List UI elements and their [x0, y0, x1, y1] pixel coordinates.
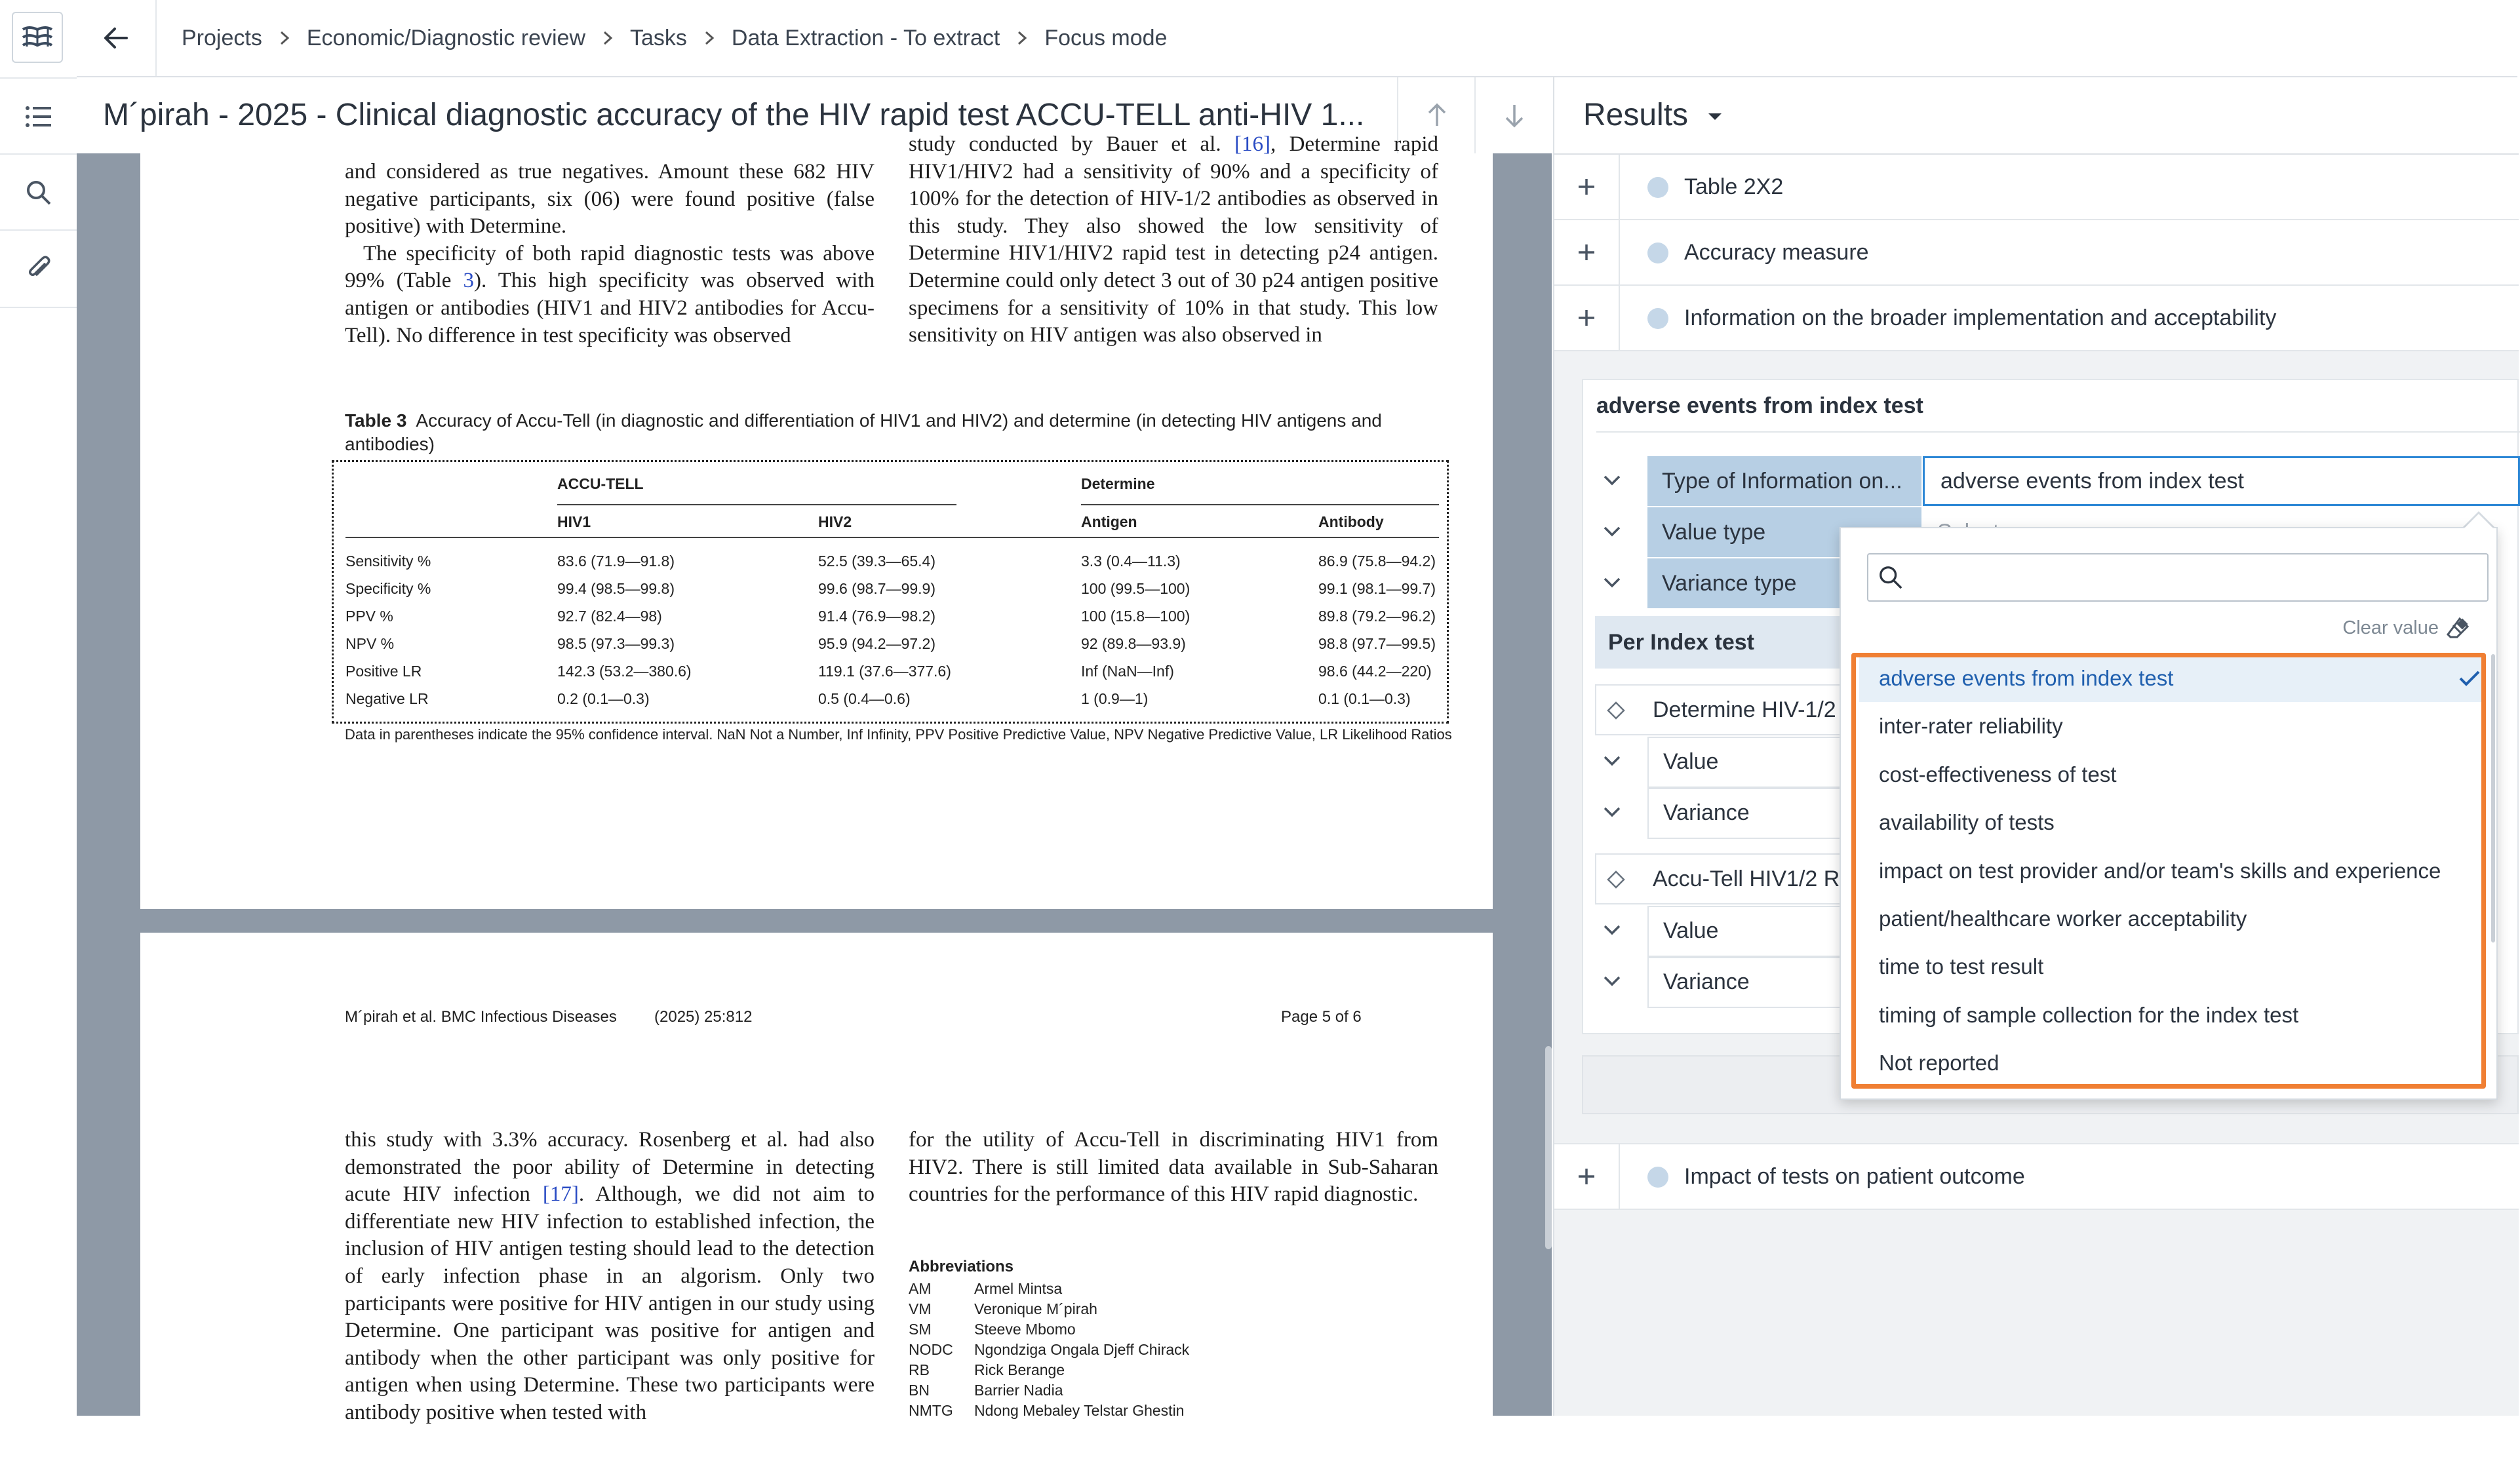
- index-test-determine[interactable]: [1595, 684, 1857, 735]
- result-row-label: Table 2X2: [1684, 174, 1784, 199]
- breadcrumb-focus-mode: Focus mode: [1044, 25, 1168, 50]
- abbreviation-name: Rick Berange: [974, 1361, 1065, 1378]
- page-text-right-column: for the utility of Accu-Tell in discriminating HIV1 from HIV2. There is still limited data available in Sub-Saharan countries for the performance of this HIV rapid diagnostic.: [909, 1128, 1438, 1207]
- table-cell: 99.6 (98.7—99.9): [818, 580, 936, 597]
- table-cell: 52.5 (39.3—65.4): [818, 553, 936, 570]
- dropdown-option-label: availability of tests: [1879, 810, 2055, 835]
- breadcrumb-data-extraction[interactable]: Data Extraction - To extract: [731, 25, 1000, 50]
- result-row-label: Information on the broader implementation and acceptability: [1684, 305, 2277, 330]
- chevron-down-icon[interactable]: [1592, 506, 1632, 557]
- field-variance-type: Variance type: [1647, 558, 1921, 608]
- abbreviation-code: NODC: [909, 1341, 953, 1358]
- clear-value-button[interactable]: [2342, 616, 2470, 640]
- pdf-scrollbar[interactable]: [1545, 1046, 1552, 1249]
- citation-link[interactable]: 3: [463, 269, 474, 293]
- table-cell: 98.8 (97.7—99.5): [1318, 635, 1436, 652]
- field-value: Value: [1647, 737, 1857, 788]
- dropdown-pointer-fill: [2463, 514, 2494, 530]
- breadcrumb-projects[interactable]: Projects: [182, 25, 262, 50]
- table-cell: 0.1 (0.1—0.3): [1318, 690, 1411, 707]
- table-sub-header: HIV1: [557, 513, 591, 530]
- field-variance: Variance: [1647, 957, 1857, 1008]
- top-bar: [77, 0, 2517, 77]
- table-cell: 0.5 (0.4—0.6): [818, 690, 911, 707]
- diamond-icon: [1607, 701, 1625, 720]
- logo-icon: [20, 24, 54, 50]
- diamond-icon: [1607, 870, 1625, 889]
- dropdown-option-label: inter-rater reliability: [1879, 714, 2063, 739]
- dropdown-option-label: Not reported: [1879, 1051, 1999, 1076]
- table-row-label: NPV %: [345, 635, 395, 652]
- list-icon: [25, 105, 52, 128]
- table-cell: 92.7 (82.4—98): [557, 608, 662, 625]
- chevron-right-icon: [704, 30, 715, 46]
- dropdown-option-label: timing of sample collection for the index test: [1879, 1002, 2299, 1027]
- table-cell: 95.9 (94.2—97.2): [818, 635, 936, 652]
- table-sub-header: HIV2: [818, 513, 852, 530]
- table-row-label: Specificity %: [345, 580, 431, 597]
- result-row-implementation[interactable]: [1554, 286, 2519, 351]
- field-type-of-information: Type of Information on...: [1647, 456, 1921, 506]
- result-row-patient-outcome[interactable]: [1554, 1143, 2519, 1210]
- status-dot: [1647, 177, 1668, 198]
- page-text-left-column: and considered as true negatives. Amount these 682 HIV negative participants, six (06) were found positive (false positive) with Determine. The specificity of both rapid diagnostic tests was above 99% (Table 3). This high specificity was observed with antigen or antibodies (HIV1 and HIV2 antibodies for Accu-Tell). No difference in test specificity was observed: [345, 160, 875, 347]
- status-dot: [1647, 1167, 1668, 1188]
- abbreviation-code: BN: [909, 1382, 930, 1399]
- pdf-page-5: [140, 933, 1493, 1457]
- table-footnote: Data in parentheses indicate the 95% confidence interval. NaN Not a Number, Inf Infinity, PPV Positive Predictive Value, NPV Negative Predictive Value, LR Likelihood Ratios: [345, 726, 1452, 743]
- dropdown-option-label: cost-effectiveness of test: [1879, 762, 2117, 787]
- chevron-down-icon[interactable]: [1592, 557, 1632, 608]
- citation-link[interactable]: [16]: [1234, 132, 1270, 156]
- breadcrumb-review[interactable]: Economic/Diagnostic review: [306, 25, 585, 50]
- table-cell: 99.1 (98.1—99.7): [1318, 580, 1436, 597]
- table-cell: 98.5 (97.3—99.3): [557, 635, 675, 652]
- table-row-label: Positive LR: [345, 663, 422, 680]
- abbreviation-name: Barrier Nadia: [974, 1382, 1063, 1399]
- list-button[interactable]: [0, 77, 77, 155]
- attachment-button[interactable]: [0, 229, 77, 308]
- chevron-down-icon[interactable]: [1592, 787, 1632, 838]
- dropdown-option-label: impact on test provider and/or team's skills and experience: [1879, 858, 2441, 883]
- arrow-up-icon: [1427, 102, 1447, 128]
- chevron-down-icon[interactable]: [1592, 904, 1632, 956]
- chevron-right-icon: [1017, 30, 1027, 46]
- status-dot: [1647, 308, 1668, 329]
- table-cell: Inf (NaN—Inf): [1081, 663, 1174, 680]
- table-cell: 98.6 (44.2—220): [1318, 663, 1432, 680]
- search-icon: [25, 179, 52, 206]
- section-per-index-test: Per Index test: [1595, 616, 1857, 669]
- table-row-label: PPV %: [345, 608, 393, 625]
- dropdown-search-input[interactable]: [1867, 553, 2489, 602]
- citation-link[interactable]: [17]: [542, 1182, 579, 1207]
- table-sub-header: Antigen: [1081, 513, 1137, 530]
- table-cell: 83.6 (71.9—91.8): [557, 553, 675, 570]
- search-icon: [1878, 564, 1904, 591]
- abbreviation-code: AM: [909, 1280, 932, 1297]
- abbreviation-name: Steeve Mbomo: [974, 1321, 1076, 1338]
- pdf-page-4: [140, 132, 1493, 909]
- search-button[interactable]: [0, 153, 77, 231]
- table-row-label: Negative LR: [345, 690, 429, 707]
- index-test-label: Accu-Tell HIV1/2 R: [1653, 866, 1840, 891]
- dropdown-option-label: time to test result: [1879, 954, 2044, 979]
- table-group-header: Determine: [1081, 475, 1155, 492]
- breadcrumb: [182, 0, 1167, 76]
- attachment-icon: [25, 255, 52, 282]
- app-logo[interactable]: [12, 12, 63, 63]
- results-title[interactable]: Results: [1583, 77, 1723, 153]
- card-title: adverse events from index test: [1596, 380, 2520, 433]
- dropdown-scrollbar[interactable]: [2491, 654, 2495, 942]
- index-test-label: Determine HIV-1/2: [1653, 697, 1836, 722]
- table-cell: 99.4 (98.5—99.8): [557, 580, 675, 597]
- breadcrumb-tasks[interactable]: Tasks: [630, 25, 687, 50]
- abbreviation-name: Veronique M´pirah: [974, 1300, 1097, 1317]
- page-text-left-column: this study with 3.3% accuracy. Rosenberg et al. had also demonstrated the poor ability of Determine in detecting acute HIV infection [17]. Although, we did not aim to differentiate new HIV infection to established infection, the inclusion of HIV antigen testing should lead to the detection of early infection phase in an algorism. Only two participants were positive for HIV antigen in our study using Determine. One participant was positive for antigen and antibody when the other participant was only positive for antigen when using Determine. These two participants were antibody positive when tested with: [345, 1128, 875, 1424]
- abbreviation-name: Ngondziga Ongala Djeff Chirack: [974, 1341, 1190, 1358]
- result-row-table-2x2[interactable]: [1554, 155, 2519, 220]
- table-sub-header: Antibody: [1318, 513, 1384, 530]
- table-3: [332, 460, 1449, 724]
- table-cell: 100 (15.8—100): [1081, 608, 1191, 625]
- arrow-left-icon: [103, 26, 129, 50]
- result-row-label: Accuracy measure: [1684, 240, 1869, 265]
- page-header-citation: (2025) 25:812: [654, 1008, 753, 1026]
- caret-down-icon: [1707, 112, 1723, 121]
- table-cell: 1 (0.9—1): [1081, 690, 1149, 707]
- abbreviation-code: NMTG: [909, 1402, 953, 1419]
- table-caption: Table 3 Accuracy of Accu-Tell (in diagnostic and differentiation of HIV1 and HIV2) and determine (in detecting HIV antigens and antibodies): [345, 410, 1382, 454]
- abbreviation-code: VM: [909, 1300, 932, 1317]
- index-test-accutell[interactable]: [1595, 853, 1857, 904]
- table-cell: 92 (89.8—93.9): [1081, 635, 1186, 652]
- field-variance: Variance: [1647, 788, 1857, 839]
- plus-icon[interactable]: [1554, 286, 1620, 350]
- pdf-viewer[interactable]: [77, 132, 1552, 1424]
- plus-icon[interactable]: [1554, 155, 1620, 219]
- left-sidebar: [0, 0, 78, 1416]
- chevron-down-icon[interactable]: [1592, 735, 1632, 787]
- dropdown-option-label: patient/healthcare worker acceptability: [1879, 906, 2247, 931]
- table-cell: 3.3 (0.4—11.3): [1081, 553, 1181, 570]
- chevron-down-icon[interactable]: [1592, 956, 1632, 1007]
- highlight-box: [1851, 653, 2486, 1089]
- page-number: Page 5 of 6: [1281, 1008, 1362, 1026]
- back-button[interactable]: [77, 0, 157, 76]
- clear-value-label: Clear value: [2342, 617, 2439, 638]
- chevron-right-icon: [602, 30, 613, 46]
- table-group-header: ACCU-TELL: [557, 475, 644, 492]
- table-cell: 86.9 (75.8—94.2): [1318, 553, 1436, 570]
- abbreviation-code: SM: [909, 1321, 932, 1338]
- page-text-right-column: study conducted by Bauer et al. [16], Determine rapid HIV1/HIV2 had a sensitivity of 90% and a specificity of 100% for the detection of HIV-1/2 antibodies as observed in this study. They also showed the low sensitivity of Determine HIV1/HIV2 rapid test in detecting p24 antigen. Determine could only detect 3 out of 30 p24 antigen positive specimens for a sensitivity of 10% in that study. This low sensitivity on HIV antigen was also observed in: [909, 132, 1438, 347]
- page-header-journal: M´pirah et al. BMC Infectious Diseases: [345, 1008, 617, 1026]
- abbreviations-title: Abbreviations: [909, 1258, 1014, 1275]
- result-row-accuracy[interactable]: [1554, 220, 2519, 286]
- dropdown-option-label: adverse events from index test: [1879, 666, 2174, 690]
- results-header: [1554, 77, 2519, 155]
- table-cell: 91.4 (76.9—98.2): [818, 608, 936, 625]
- plus-icon[interactable]: [1554, 220, 1620, 284]
- table-cell: 0.2 (0.1—0.3): [557, 690, 650, 707]
- abbreviation-name: Armel Mintsa: [974, 1280, 1063, 1297]
- chevron-down-icon[interactable]: [1592, 455, 1632, 506]
- result-row-label: Impact of tests on patient outcome: [1684, 1164, 2025, 1189]
- document-title: M´pirah - 2025 - Clinical diagnostic accuracy of the HIV rapid test ACCU-TELL anti-HIV 1...: [103, 98, 1365, 132]
- next-document-button[interactable]: [1474, 77, 1553, 153]
- table-row-label: Sensitivity %: [345, 553, 431, 570]
- abbreviation-name: Ndong Mebaley Telstar Ghestin: [974, 1402, 1185, 1419]
- abbreviation-code: RB: [909, 1361, 930, 1378]
- eraser-icon: [2447, 616, 2470, 640]
- status-dot: [1647, 243, 1668, 263]
- table-cell: 89.8 (79.2—96.2): [1318, 608, 1436, 625]
- type-of-information-select[interactable]: adverse events from index test: [1923, 456, 2520, 506]
- table-cell: 100 (99.5—100): [1081, 580, 1191, 597]
- field-value-type: Value type: [1647, 507, 1921, 557]
- arrow-down-icon: [1504, 102, 1525, 128]
- field-value: Value: [1647, 906, 1857, 957]
- plus-icon[interactable]: [1554, 1144, 1620, 1209]
- table-cell: 142.3 (53.2—380.6): [557, 663, 692, 680]
- chevron-right-icon: [279, 30, 290, 46]
- table-cell: 119.1 (37.6—377.6): [818, 663, 951, 680]
